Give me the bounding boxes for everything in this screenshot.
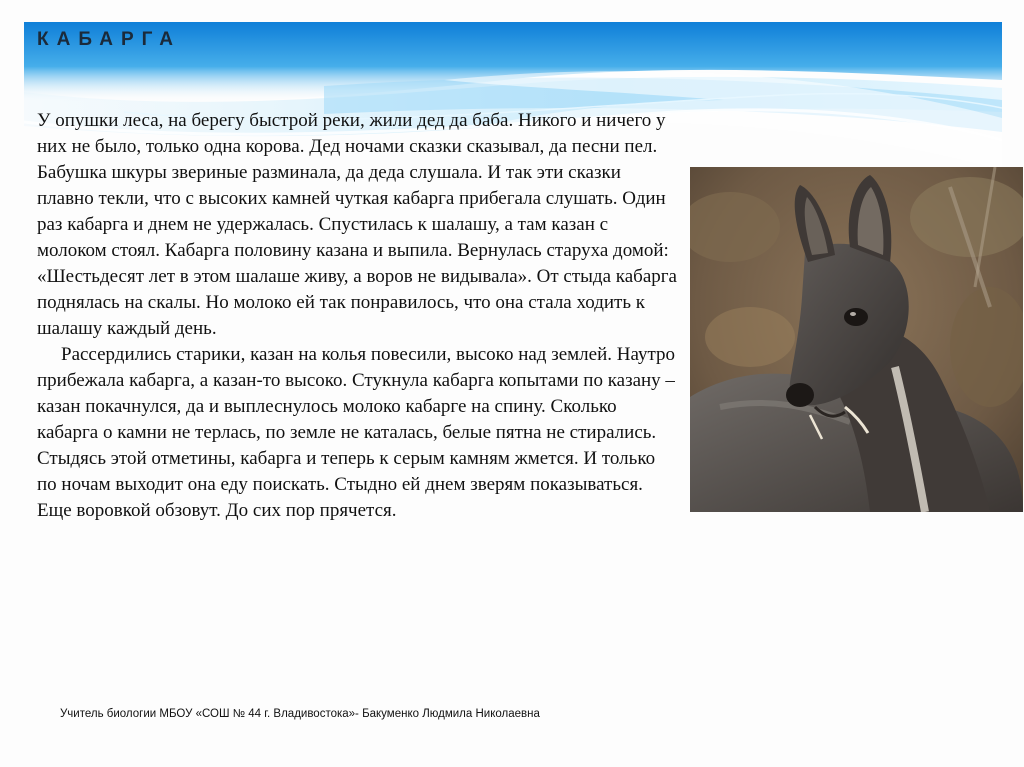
story-paragraph-2: Рассердились старики, казан на колья повесили, высоко над землей. Наутро прибежала кабарга, а казан-то высоко. Стукнула кабарга копытами по казану – казан покачнулся, да и выплеснулось молоко кабарге на спину. Сколько кабарга о камни не терлась, по земле не каталась, белые пятна не стирались. Стыдясь этой отметины, кабарга и теперь к серым камням жмется. И только по ночам выходит она еду поискать. Стыдно ей днем зверям показываться. Еще воровкой обзовут. До сих пор прячется. — [37, 344, 675, 521]
slide-title: КАБАРГА — [37, 29, 181, 50]
story-paragraph-1: У опушки леса, на берегу быстрой реки, жили дед да баба. Никого и ничего у них не было, только одна корова. Дед ночами сказки сказывал, да песни пел. Бабушка шкуры звериные разминала, да деда слушала. И так эти сказки плавно текли, что с высоких камней чуткая кабарга прибегала слушать. Один раз кабарга и днем не удержалась. Спустилась к шалашу, а там казан с молоком стоял. Кабарга половину казана и выпила. Вернулась старуха домой: «Шестьдесят лет в этом шалаше живу, а воров не видывала». От стыда кабарга поднялась на скалы. Но молоко ей так понравилось, что она стала ходить к шалашу каждый день. — [37, 110, 677, 339]
story-text — [37, 108, 677, 524]
author-credit: Учитель биологии МБОУ «СОШ № 44 г. Владивостока»- Бакуменко Людмила Николаевна — [60, 708, 540, 720]
musk-deer-photo — [690, 167, 1023, 512]
